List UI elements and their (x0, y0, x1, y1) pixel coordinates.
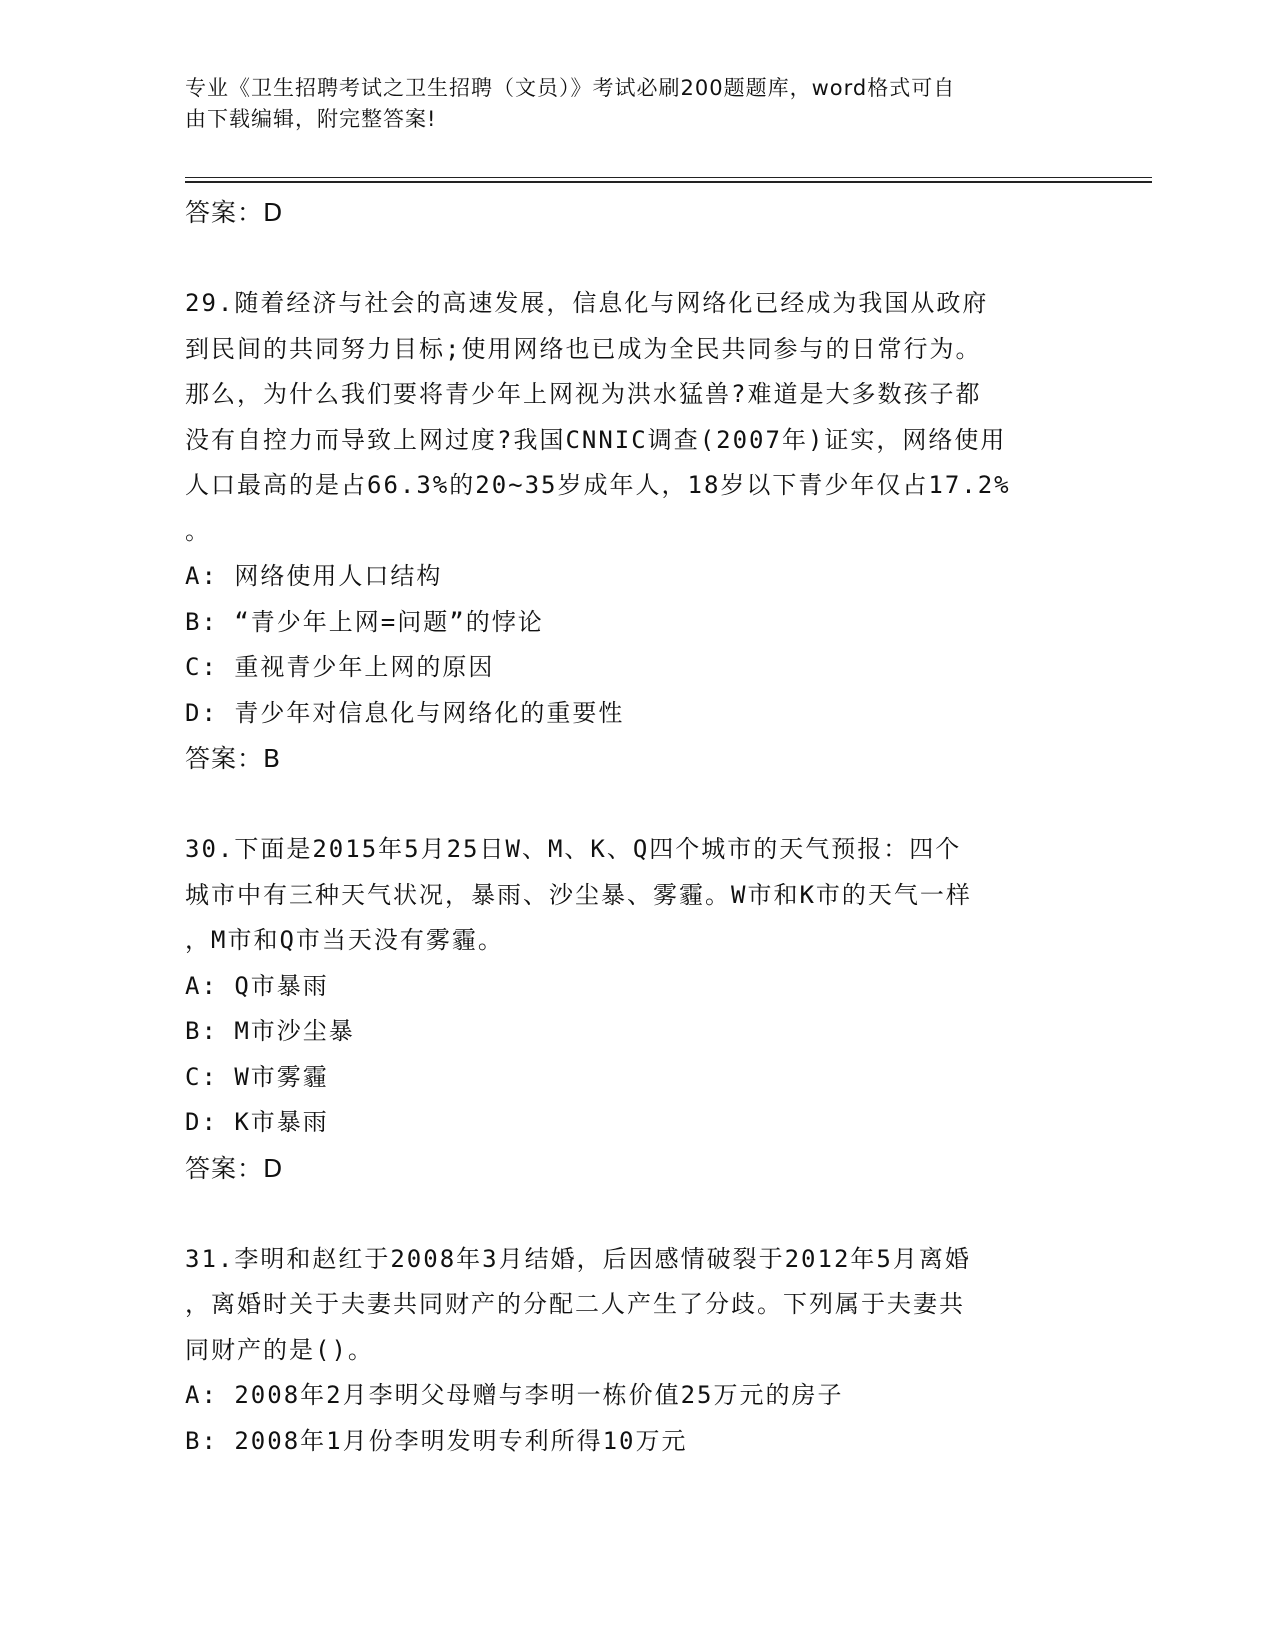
option-d: D: K市暴雨 (185, 1108, 329, 1136)
option-c: C: W市雾霾 (185, 1062, 329, 1091)
question-stem-line: 人口最高的是占66.3%的20~35岁成年人，18岁以下青少年仅占17.2% (185, 471, 1011, 499)
header-divider-thin (185, 177, 1152, 178)
option-a: A: 2008年2月李明父母赠与李明一栋价值25万元的房子 (185, 1381, 844, 1409)
question-stem-line: 城市中有三种天气状况，暴雨、沙尘暴、雾霾。W市和K市的天气一样 (185, 880, 972, 909)
page-header (185, 73, 1065, 135)
option-b: B: “青少年上网=问题”的悖论 (185, 607, 544, 636)
question-stem-line: 同财产的是()。 (185, 1335, 374, 1364)
question-stem-line: 。 (185, 516, 211, 545)
option-d: D: 青少年对信息化与网络化的重要性 (185, 698, 625, 727)
spacer (185, 782, 1085, 828)
spacer (185, 236, 1085, 282)
question-30 (185, 827, 1085, 1191)
answer-line: 答案：D (185, 1153, 284, 1183)
option-b: B: 2008年1月份李明发明专利所得10万元 (185, 1426, 688, 1455)
question-stem-line: 30.下面是2015年5月25日W、M、K、Q四个城市的天气预报：四个 (185, 835, 962, 863)
question-stem-line: 到民间的共同努力目标;使用网络也已成为全民共同参与的日常行为。 (185, 334, 982, 363)
question-body (185, 190, 1085, 1464)
option-a: A: 网络使用人口结构 (185, 562, 443, 590)
answer-line: 答案：D (185, 198, 284, 227)
question-stem-line: ，离婚时关于夫妻共同财产的分配二人产生了分歧。下列属于夫妻共 (185, 1290, 965, 1318)
question-stem-line: 29.随着经济与社会的高速发展，信息化与网络化已经成为我国从政府 (185, 289, 989, 317)
question-stem-line: 没有自控力而导致上网过度?我国CNNIC调查(2007年)证实，网络使用 (185, 425, 1007, 454)
answer-line: 答案：B (185, 744, 282, 773)
spacer (185, 1191, 1085, 1237)
question-29 (185, 281, 1085, 782)
question-31 (185, 1237, 1085, 1465)
question-stem-line: 31.李明和赵红于2008年3月结婚，后因感情破裂于2012年5月离婚 (185, 1244, 971, 1273)
header-line-2: 由下载编辑，附完整答案! (185, 107, 437, 131)
question-stem-line: 那么，为什么我们要将青少年上网视为洪水猛兽?难道是大多数孩子都 (185, 380, 982, 408)
header-line-1: 专业《卫生招聘考试之卫生招聘（文员）》考试必刷200题题库，word格式可自 (185, 76, 956, 100)
option-a: A: Q市暴雨 (185, 971, 329, 1000)
option-c: C: 重视青少年上网的原因 (185, 653, 495, 681)
header-divider-thick (185, 181, 1152, 183)
question-stem-line: ，M市和Q市当天没有雾霾。 (185, 926, 504, 954)
option-b: B: M市沙尘暴 (185, 1017, 355, 1045)
